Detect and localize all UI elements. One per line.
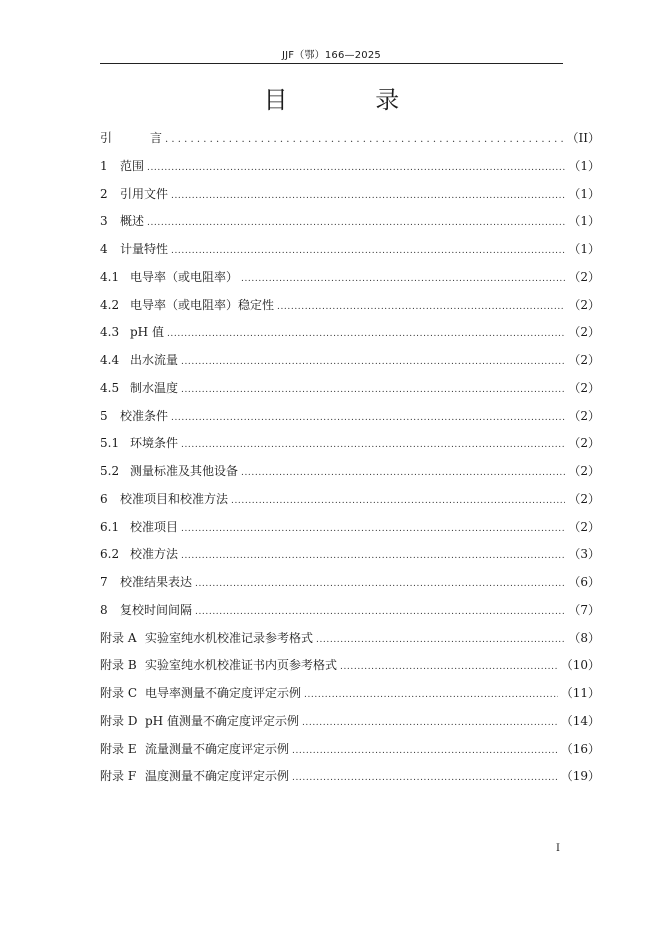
toc-leader	[304, 682, 558, 710]
toc-title: 测量标准及其他设备	[130, 464, 239, 478]
toc-title: 电导率（或电阻率）稳定性	[130, 297, 275, 312]
toc-title: 实验室纯水机校准记录参考格式	[145, 630, 314, 645]
toc-page: （1）	[568, 186, 600, 201]
toc-number: 2	[100, 186, 108, 201]
toc-entry[interactable]	[100, 292, 600, 320]
toc-entry[interactable]	[100, 458, 600, 486]
toc-entry[interactable]	[100, 430, 600, 458]
toc-title: 计量特性	[120, 242, 169, 256]
toc-title: 引用文件	[120, 186, 169, 201]
toc-entry[interactable]	[100, 208, 600, 236]
toc-entry[interactable]	[100, 375, 600, 403]
toc-number: 附录 E	[100, 741, 137, 756]
toc-number: 4	[100, 242, 108, 256]
toc-number: 附录 B	[100, 658, 137, 673]
toc-title: 范围	[120, 158, 145, 173]
toc-number: 5.2	[100, 464, 120, 478]
toc-entry[interactable]	[100, 514, 600, 542]
toc-title: 校准条件	[120, 408, 169, 423]
toc-page: （2）	[568, 353, 600, 367]
toc-number: 4.3	[100, 325, 120, 340]
toc-entry-appendix[interactable]	[100, 625, 600, 653]
header-rule	[100, 63, 563, 64]
toc-leader	[292, 765, 558, 793]
toc-number: 3	[100, 214, 108, 229]
toc-leader	[147, 155, 565, 183]
toc-page: （2）	[568, 519, 600, 534]
toc-page: （2）	[568, 408, 600, 423]
toc-page: （2）	[568, 297, 600, 312]
page-number: I	[556, 843, 560, 854]
toc-entry[interactable]	[100, 153, 600, 181]
toc-title: 电导率（或电阻率）	[130, 269, 239, 284]
toc-leader	[316, 627, 565, 655]
toc-title: 电导率测量不确定度评定示例	[145, 686, 302, 700]
toc-number: 4.5	[100, 380, 120, 395]
toc-entry-appendix[interactable]	[100, 763, 600, 791]
toc-entry[interactable]	[100, 486, 600, 514]
toc-entry-appendix[interactable]	[100, 708, 600, 736]
toc-entry-appendix[interactable]	[100, 680, 600, 708]
toc-number: 4.4	[100, 353, 120, 367]
toc-leader	[147, 210, 565, 238]
toc-title: 制水温度	[130, 380, 179, 395]
toc-page: （2）	[568, 491, 600, 506]
toc-leader	[181, 516, 565, 544]
running-header: JJF（鄂）166—2025	[282, 50, 381, 61]
toc-leader	[241, 460, 565, 488]
toc-page: （II）	[566, 131, 600, 145]
toc-leader	[171, 405, 565, 433]
toc-entry[interactable]	[100, 181, 600, 209]
toc-page: （19）	[560, 769, 600, 784]
toc-page: （1）	[568, 214, 600, 229]
toc-number: 6.2	[100, 547, 120, 562]
toc-title: 流量测量不确定度评定示例	[145, 741, 290, 756]
toc-leader	[195, 571, 565, 599]
toc-entry[interactable]	[100, 541, 600, 569]
toc-leader	[171, 238, 565, 266]
toc-title: 环境条件	[130, 436, 179, 451]
toc-entry-intro[interactable]	[100, 125, 600, 153]
toc-title: pH 值测量不确定度评定示例	[145, 713, 299, 728]
toc-leader	[302, 710, 558, 738]
toc-entry[interactable]	[100, 569, 600, 597]
toc-page: （2）	[568, 269, 600, 284]
toc-page: （10）	[560, 658, 600, 673]
toc-page: （11）	[560, 686, 600, 700]
toc-leader	[181, 432, 565, 460]
toc-title: 概述	[120, 214, 145, 229]
toc-entry[interactable]	[100, 403, 600, 431]
toc-title: 出水流量	[130, 353, 179, 367]
toc-entry[interactable]	[100, 319, 600, 347]
toc-page: （2）	[568, 325, 600, 340]
toc-page: （1）	[568, 242, 600, 256]
toc-leader	[277, 294, 565, 322]
toc-number: 附录 A	[100, 630, 137, 645]
toc-number: 4.2	[100, 297, 120, 312]
toc-number: 7	[100, 575, 108, 589]
toc-title: pH 值	[130, 325, 164, 340]
toc-entry-appendix[interactable]	[100, 736, 600, 764]
toc-leader	[292, 738, 558, 766]
toc-number: 附录 C	[100, 686, 137, 700]
toc-number: 5.1	[100, 436, 120, 451]
toc-title: 温度测量不确定度评定示例	[145, 769, 290, 784]
toc-entry[interactable]	[100, 347, 600, 375]
toc-leader	[340, 654, 558, 682]
toc-number: 4.1	[100, 269, 120, 284]
toc-page: （16）	[560, 741, 600, 756]
toc-page: （14）	[560, 713, 600, 728]
toc-title: 复校时间间隔	[120, 602, 193, 617]
toc-title: 校准方法	[130, 547, 179, 562]
toc-page: （3）	[568, 547, 600, 562]
toc-number: 附录 F	[100, 769, 137, 784]
toc-leader	[167, 321, 565, 349]
toc-leader	[181, 377, 565, 405]
toc-title: 实验室纯水机校准证书内页参考格式	[145, 658, 338, 673]
toc-page: （8）	[568, 630, 600, 645]
table-of-contents	[100, 125, 600, 791]
toc-leader	[181, 543, 565, 571]
toc-leader	[241, 266, 565, 294]
toc-number: 8	[100, 602, 108, 617]
toc-leader	[165, 126, 564, 154]
toc-page: （2）	[568, 380, 600, 395]
toc-page: （6）	[568, 575, 600, 589]
toc-entry[interactable]	[100, 236, 600, 264]
toc-title: 校准项目	[130, 519, 179, 534]
toc-page: （2）	[568, 464, 600, 478]
toc-title: 校准结果表达	[120, 575, 193, 589]
toc-page: （1）	[568, 158, 600, 173]
toc-page: （7）	[568, 602, 600, 617]
toc-number: 附录 D	[100, 713, 138, 728]
toc-entry[interactable]	[100, 597, 600, 625]
toc-title: 言	[150, 131, 163, 145]
toc-title: 校准项目和校准方法	[120, 491, 229, 506]
toc-leader	[195, 599, 565, 627]
toc-page: （2）	[568, 436, 600, 451]
toc-number: 5	[100, 408, 108, 423]
toc-leader	[231, 488, 565, 516]
toc-leader	[181, 349, 565, 377]
toc-number: 6.1	[100, 519, 120, 534]
toc-entry[interactable]	[100, 264, 600, 292]
toc-number: 引	[100, 131, 113, 145]
page-title: 目 录	[263, 86, 440, 114]
toc-number: 1	[100, 158, 108, 173]
toc-number: 6	[100, 491, 108, 506]
toc-entry-appendix[interactable]	[100, 652, 600, 680]
toc-leader	[171, 183, 565, 211]
